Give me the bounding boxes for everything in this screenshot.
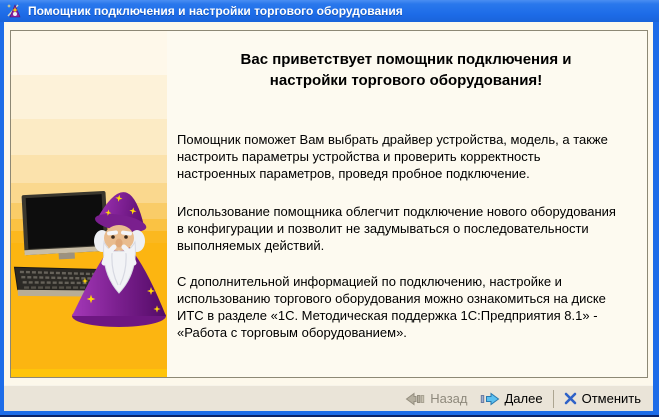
welcome-heading: [191, 49, 621, 91]
welcome-heading-line1: Вас приветствует помощник подключения и: [240, 51, 572, 68]
wizard-content-panel: [10, 30, 648, 378]
wizard-illustration-panel: [11, 31, 167, 377]
wizard-computer-illustration: [11, 187, 167, 327]
window-titlebar[interactable]: [0, 0, 659, 22]
cancel-button-label: Отменить: [581, 391, 641, 406]
arrow-left-bar-icon: [405, 392, 425, 406]
window-title: Помощник подключения и настройки торгового оборудования: [28, 4, 403, 18]
footer-separator: [553, 390, 554, 408]
paragraph-driver-info: Помощник поможет Вам выбрать драйвер устройства, модель, а также настроить параметры устройства и проверить корректность настроенных параметров, проведя пробное подключение.: [177, 132, 608, 181]
arrow-right-bar-icon: [480, 392, 500, 406]
x-icon: [564, 392, 577, 405]
paragraph-usage-info: Использование помощника облегчит подключение нового оборудования в конфигурации и позволит не задумываться о последовательности выполняемых действий.: [177, 204, 616, 253]
wizard-app-icon: [6, 3, 22, 19]
wizard-footer: [4, 385, 653, 411]
next-button[interactable]: [474, 389, 549, 408]
wizard-text-panel: [167, 31, 647, 377]
cancel-button[interactable]: [558, 389, 647, 408]
next-button-label: Далее: [504, 391, 543, 406]
back-button-label: Назад: [430, 391, 468, 406]
paragraph-its-info: С дополнительной информацией по подключению, настройке и использованию торгового оборудования можно ознакомиться на диске ИТС в разделе «1С. Методическая поддержка 1С:Предприятия 8.1» - «Работа с торговым оборудованием».: [177, 274, 606, 340]
window-body: [4, 22, 653, 411]
back-button[interactable]: [399, 389, 473, 408]
welcome-heading-line2: настройки торгового оборудования!: [269, 72, 543, 89]
monitor-graphic: [22, 191, 109, 261]
